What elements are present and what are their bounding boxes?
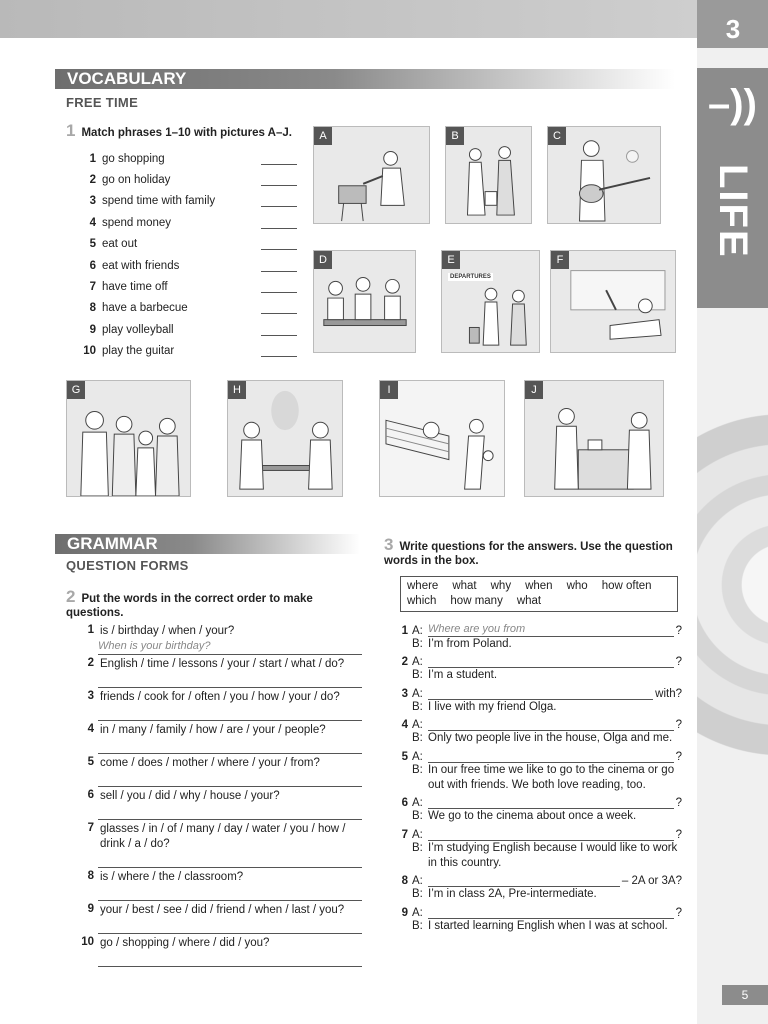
exercise-2-number: 2 xyxy=(66,587,76,606)
list-item xyxy=(72,234,297,255)
answer-line[interactable]: Where are you from xyxy=(428,623,674,637)
item-text: play volleyball xyxy=(102,323,174,336)
item-number: 1 xyxy=(89,152,96,165)
list-item xyxy=(72,936,362,951)
answer-line[interactable] xyxy=(98,951,362,967)
box-word: why xyxy=(490,580,512,592)
item-number: 5 xyxy=(87,756,94,768)
picture-h-eat-out xyxy=(227,380,343,497)
list-item xyxy=(72,870,362,885)
question-row xyxy=(396,902,682,919)
answer-line[interactable] xyxy=(428,686,653,700)
answer-text: Only two people live in the house, Olga and me. xyxy=(428,732,673,744)
item-number: 9 xyxy=(87,903,94,915)
item-number: 8 xyxy=(89,302,96,315)
question-row xyxy=(396,746,682,763)
answer-line[interactable] xyxy=(98,738,362,754)
item-text: play the guitar xyxy=(102,345,175,358)
speaker-b: B: xyxy=(412,841,423,854)
item-number: 7 xyxy=(401,828,408,841)
volleyball-illustration xyxy=(380,381,504,496)
speaker-a: A: xyxy=(412,719,423,731)
list-item xyxy=(72,255,297,276)
picture-label: I xyxy=(380,381,398,399)
item-number: 7 xyxy=(87,822,94,834)
question-row xyxy=(396,824,682,841)
relaxing-illustration xyxy=(551,251,675,352)
answer-text: We go to the cinema about once a week. xyxy=(428,810,637,822)
answer-line[interactable]: When is your birthday? xyxy=(98,639,362,655)
item-number: 5 xyxy=(401,750,408,763)
box-word: how often xyxy=(601,580,652,592)
item-number: 10 xyxy=(81,936,94,948)
answer-line[interactable] xyxy=(98,705,362,721)
list-item xyxy=(72,624,362,639)
picture-d-eat-with-friends xyxy=(313,250,416,353)
answer-text: I’m in class 2A, Pre-intermediate. xyxy=(428,888,597,900)
question-words-box xyxy=(400,576,678,612)
list-item xyxy=(72,191,297,212)
item-number: 2 xyxy=(87,657,94,669)
list-item xyxy=(72,319,297,340)
answer-blank[interactable] xyxy=(261,238,297,250)
life-logo-mark: –)) xyxy=(708,82,757,126)
picture-label: H xyxy=(228,381,246,399)
question-end: ? xyxy=(675,750,682,763)
item-number: 4 xyxy=(401,719,408,731)
item-number: 3 xyxy=(401,687,408,700)
question-row xyxy=(396,652,682,669)
item-text: your / best / see / did / friend / when / last / you? xyxy=(100,904,345,916)
item-text: English / time / lessons / your / start / what / do? xyxy=(100,658,345,670)
item-number: 8 xyxy=(401,875,408,887)
item-number: 1 xyxy=(401,624,408,637)
answer-text: I’m studying English because I would like to work in this country. xyxy=(428,841,678,869)
question-row xyxy=(396,683,682,700)
answer-blank[interactable] xyxy=(261,324,297,336)
item-text: is / where / the / classroom? xyxy=(100,871,244,883)
answer-row xyxy=(396,668,682,683)
answer-row xyxy=(396,700,682,715)
exercise-2-text: Put the words in the correct order to make questions. xyxy=(66,593,313,619)
item-text: eat with friends xyxy=(102,259,180,272)
item-number: 4 xyxy=(89,216,96,229)
item-number: 2 xyxy=(401,656,408,668)
item-number: 5 xyxy=(89,238,96,251)
unit-number: 3 xyxy=(697,0,768,48)
item-number: 9 xyxy=(89,323,96,336)
answer-blank[interactable] xyxy=(261,195,297,207)
list-item xyxy=(72,148,297,169)
speaker-a: A: xyxy=(412,828,423,841)
answer-blank[interactable] xyxy=(261,260,297,272)
item-text: have time off xyxy=(102,281,168,294)
answer-blank[interactable] xyxy=(261,281,297,293)
picture-label: J xyxy=(525,381,543,399)
picture-label: A xyxy=(314,127,332,145)
speaker-a: A: xyxy=(412,687,423,700)
picture-label: C xyxy=(548,127,566,145)
item-number: 3 xyxy=(87,690,94,702)
item-number: 1 xyxy=(87,624,94,636)
answer-line[interactable] xyxy=(428,905,674,919)
speaker-b: B: xyxy=(412,700,423,713)
item-number: 3 xyxy=(89,195,96,208)
exercise-1-number: 1 xyxy=(66,121,76,140)
picture-b-shopping xyxy=(445,126,532,224)
item-text: spend time with family xyxy=(102,195,216,208)
family-illustration xyxy=(67,381,190,496)
picture-c-guitar xyxy=(547,126,661,224)
answer-row xyxy=(396,763,682,793)
answer-row xyxy=(396,731,682,746)
box-word: which xyxy=(407,595,437,607)
picture-j-spend-money xyxy=(524,380,664,497)
vocabulary-subheading: FREE TIME xyxy=(66,95,139,110)
answer-blank[interactable] xyxy=(261,345,297,357)
speaker-a: A: xyxy=(412,797,423,809)
list-item xyxy=(72,756,362,771)
answer-text: I live with my friend Olga. xyxy=(428,700,557,713)
picture-label: F xyxy=(551,251,569,269)
picture-label: E xyxy=(442,251,460,269)
item-number: 10 xyxy=(83,345,96,358)
list-item xyxy=(72,903,362,918)
departures-sign: DEPARTURES xyxy=(450,274,491,280)
picture-label: D xyxy=(314,251,332,269)
question-end: ? xyxy=(675,906,682,919)
speaker-b: B: xyxy=(412,669,423,681)
answer-line[interactable] xyxy=(98,672,362,688)
item-text: sell / you / did / why / house / your? xyxy=(100,790,280,802)
speaker-b: B: xyxy=(412,763,423,776)
list-item xyxy=(72,789,362,804)
page-number: 5 xyxy=(722,985,768,1005)
grammar-subheading: QUESTION FORMS xyxy=(66,558,189,573)
question-end: ? xyxy=(675,624,682,637)
list-item xyxy=(72,298,297,319)
box-word: what xyxy=(452,580,477,592)
shop-counter-illustration xyxy=(525,381,663,496)
vocabulary-heading: VOCABULARY xyxy=(55,69,675,89)
exercise-3-instruction xyxy=(384,535,679,568)
question-row xyxy=(396,715,682,732)
item-text: go / shopping / where / did / you? xyxy=(100,937,270,949)
answer-line[interactable] xyxy=(98,918,362,934)
answer-text: I’m from Poland. xyxy=(428,637,512,650)
exercise-3-number: 3 xyxy=(384,535,394,554)
item-number: 2 xyxy=(89,174,96,187)
list-item xyxy=(72,169,297,190)
item-text: go on holiday xyxy=(102,174,171,187)
top-band xyxy=(0,0,768,38)
speaker-b: B: xyxy=(412,888,423,900)
item-number: 4 xyxy=(87,723,94,735)
speaker-a: A: xyxy=(412,656,423,668)
exercise-3-text: Write questions for the answers. Use the question words in the box. xyxy=(384,541,673,567)
answer-row xyxy=(396,637,682,652)
exercise-2-list xyxy=(72,624,362,967)
item-number: 6 xyxy=(87,789,94,801)
question-end: with? xyxy=(655,687,682,700)
picture-e-holiday xyxy=(441,250,540,353)
answer-text: I started learning English when I was at school. xyxy=(428,919,668,932)
answer-row xyxy=(396,841,682,871)
answer-line[interactable] xyxy=(98,885,362,901)
item-text: in / many / family / how / are / your / people? xyxy=(100,724,326,736)
answer-blank[interactable] xyxy=(261,217,297,229)
item-number: 8 xyxy=(87,870,94,882)
list-item xyxy=(72,276,297,297)
item-text: spend money xyxy=(102,216,172,229)
list-item xyxy=(72,212,297,233)
box-word: what xyxy=(516,595,542,607)
answer-line[interactable] xyxy=(428,873,620,887)
picture-label: G xyxy=(67,381,85,399)
answer-line[interactable] xyxy=(428,749,674,763)
box-word: how many xyxy=(450,595,503,607)
question-end: ? xyxy=(675,828,682,841)
item-text: have a barbecue xyxy=(102,302,188,315)
picture-i-volleyball xyxy=(379,380,505,497)
item-text: eat out xyxy=(102,238,138,251)
speaker-a: A: xyxy=(412,906,423,919)
item-text: friends / cook for / often / you / how / your / do? xyxy=(100,691,340,703)
answer-line[interactable] xyxy=(428,717,674,731)
answer-line[interactable] xyxy=(98,771,362,787)
exercise-1-instruction xyxy=(66,121,306,140)
question-end: ? xyxy=(675,797,682,809)
question-row xyxy=(396,871,682,888)
life-logo xyxy=(697,68,768,308)
item-number: 6 xyxy=(89,259,96,272)
answer-line[interactable] xyxy=(428,654,674,668)
item-text: is / birthday / when / your? xyxy=(100,625,235,637)
answer-blank[interactable] xyxy=(261,302,297,314)
exercise-3-list xyxy=(396,620,682,934)
speaker-b: B: xyxy=(412,810,423,822)
item-number: 6 xyxy=(401,797,408,809)
list-item xyxy=(72,690,362,705)
answer-row xyxy=(396,887,682,902)
answer-blank[interactable] xyxy=(261,174,297,186)
answer-line[interactable] xyxy=(98,852,362,868)
picture-a-barbecue xyxy=(313,126,430,224)
speaker-a: A: xyxy=(412,750,423,763)
exercise-2-instruction xyxy=(66,587,356,620)
box-word: where xyxy=(407,580,439,592)
list-item xyxy=(72,657,362,672)
question-row xyxy=(396,793,682,810)
list-item xyxy=(72,822,362,852)
picture-f-time-off xyxy=(550,250,676,353)
speaker-b: B: xyxy=(412,637,423,650)
answer-row xyxy=(396,809,682,824)
answer-row xyxy=(396,919,682,934)
list-item xyxy=(72,341,297,362)
question-end: ? xyxy=(675,719,682,731)
box-word: when xyxy=(525,580,553,592)
vocabulary-list xyxy=(72,148,297,362)
answer-blank[interactable] xyxy=(261,153,297,165)
grammar-heading: GRAMMAR xyxy=(55,534,360,554)
speaker-b: B: xyxy=(412,919,423,932)
speaker-b: B: xyxy=(412,732,423,744)
item-text: go shopping xyxy=(102,152,165,165)
item-number: 9 xyxy=(401,906,408,919)
item-text: glasses / in / of / many / day / water / you / how / drink / a / do? xyxy=(100,823,346,850)
question-end: – 2A or 3A? xyxy=(621,875,682,887)
speaker-a: A: xyxy=(412,875,423,887)
list-item xyxy=(72,723,362,738)
item-number: 7 xyxy=(89,281,96,294)
answer-text: I’m a student. xyxy=(428,669,498,681)
box-word: who xyxy=(566,580,588,592)
life-logo-word: LIFE xyxy=(711,164,755,259)
exercise-1-text: Match phrases 1–10 with pictures A–J. xyxy=(81,127,292,139)
item-text: come / does / mother / where / your / from? xyxy=(100,757,320,769)
picture-label: B xyxy=(446,127,464,145)
picture-g-family xyxy=(66,380,191,497)
answer-line[interactable] xyxy=(428,795,674,809)
answer-text: In our free time we like to go to the cinema or go out with friends. We both love reading, too. xyxy=(428,763,675,791)
answer-line[interactable] xyxy=(428,827,674,841)
speaker-a: A: xyxy=(412,624,423,637)
question-row xyxy=(396,620,682,637)
answer-line[interactable] xyxy=(98,804,362,820)
question-end: ? xyxy=(675,656,682,668)
